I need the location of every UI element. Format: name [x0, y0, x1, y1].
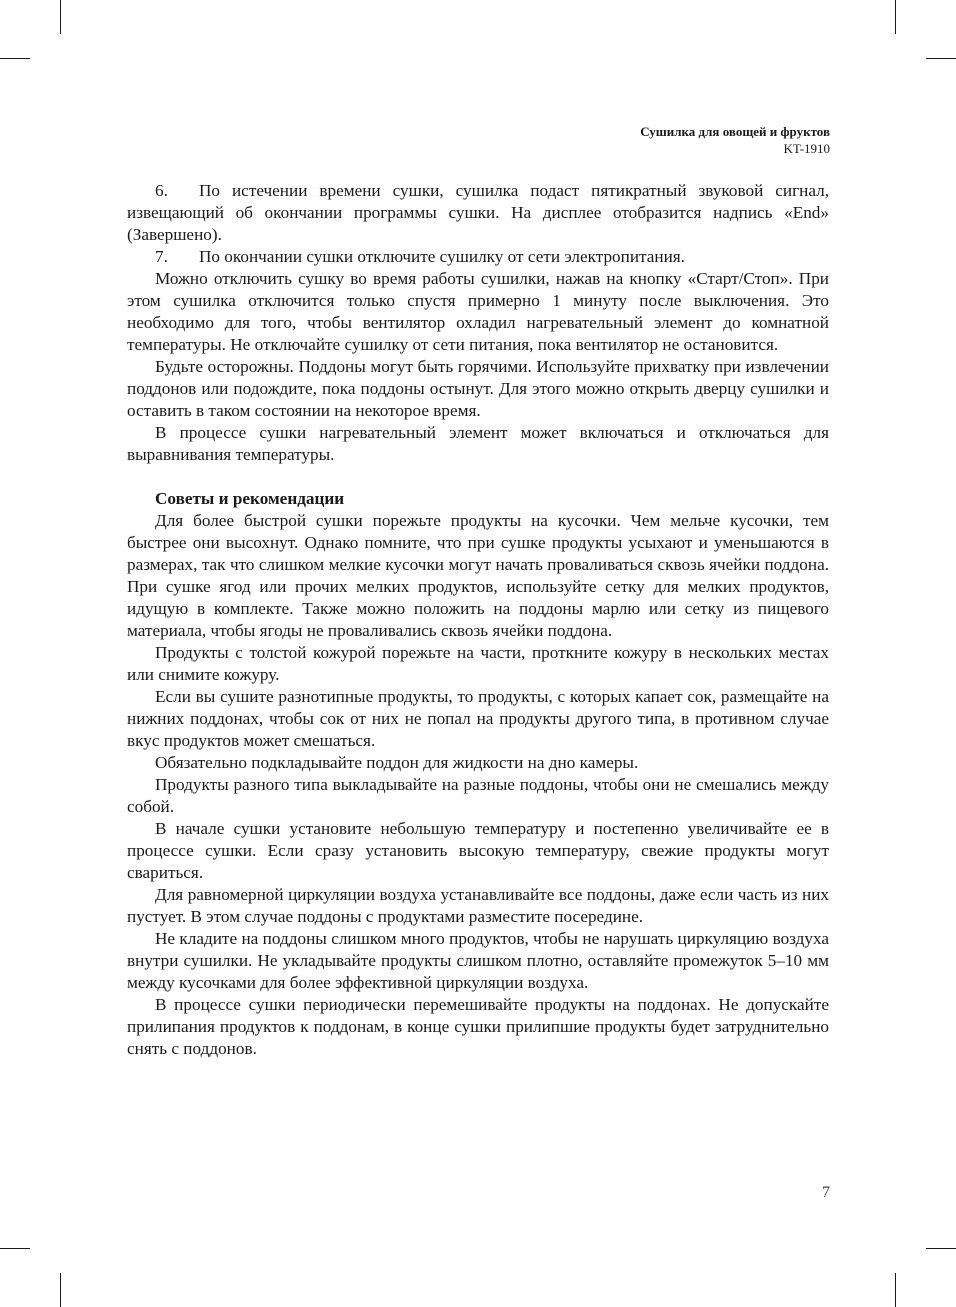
crop-mark-bottom-right-h: [926, 1248, 956, 1249]
paragraph: В процессе сушки периодически перемешивайте продукты на поддонах. Не допускайте прилипания продуктов к поддонам, в конце сушки прилипшие продукты будет затруднительно снять с поддонов.: [127, 995, 829, 1058]
paragraph: Можно отключить сушку во время работы сушилки, нажав на кнопку «Старт/Стоп». При этом сушилка отключится только спустя примерно 1 минуту после выключения. Это необходимо для того, чтобы вентилятор охладил нагревательный элемент до комнатной температуры. Не отключайте сушилку от сети питания, пока вентилятор не остановится.: [127, 269, 829, 354]
crop-mark-bottom-left-h: [0, 1248, 30, 1249]
crop-mark-top-left: [60, 0, 61, 34]
paragraph: Продукты с толстой кожурой порежьте на части, проткните кожуру в нескольких местах или снимите кожуру.: [127, 643, 829, 684]
step-number: 6.: [155, 181, 168, 200]
paragraph-step-7: [127, 246, 829, 268]
header-title: Сушилка для овощей и фруктов: [640, 124, 830, 139]
page-number: 7: [822, 1184, 830, 1201]
crop-mark-top-right: [895, 0, 896, 34]
paragraph: Не кладите на поддоны слишком много продуктов, чтобы не нарушать циркуляцию воздуха внутри сушилки. Не укладывайте продукты слишком плотно, оставляйте промежуток 5–10 мм между кусочками для более эффективной циркуляции воздуха.: [127, 929, 829, 992]
paragraph-text: По окончании сушки отключите сушилку от сети электропитания.: [199, 247, 685, 266]
paragraph: Для равномерной циркуляции воздуха устанавливайте все поддоны, даже если часть из них пустует. В этом случае поддоны с продуктами разместите посередине.: [127, 885, 829, 926]
header-model: KT-1910: [783, 141, 830, 156]
paragraph: Обязательно подкладывайте поддон для жидкости на дно камеры.: [155, 753, 639, 772]
paragraph: В процессе сушки нагревательный элемент может включаться и отключаться для выравнивания температуры.: [127, 423, 829, 464]
running-header: [640, 123, 830, 157]
crop-mark-top-right-h: [926, 58, 956, 59]
paragraph-step-6: [127, 180, 829, 246]
page-body: [127, 180, 829, 1060]
step-number: 7.: [155, 247, 168, 266]
crop-mark-bottom-right: [895, 1273, 896, 1307]
paragraph: В начале сушки установите небольшую температуру и постепенно увеличивайте ее в процессе сушки. Если сразу установить высокую температуру, свежие продукты могут свариться.: [127, 819, 829, 882]
crop-mark-bottom-left: [60, 1273, 61, 1307]
paragraph: Если вы сушите разнотипные продукты, то продукты, с которых капает сок, размещайте на нижних поддонах, чтобы сок от них не попал на продукты другого типа, в противном случае вкус продуктов может смешаться.: [127, 687, 829, 750]
paragraph: Для более быстрой сушки порежьте продукты на кусочки. Чем мельче кусочки, тем быстрее они высохнут. Однако помните, что при сушке продукты усыхают и уменьшаются в размерах, так что слишком мелкие кусочки могут начать проваливаться сквозь ячейки поддона. При сушке ягод или прочих мелких продуктов, используйте сетку для мелких продуктов, идущую в комплекте. Также можно положить на поддоны марлю или сетку из пищевого материала, чтобы ягоды не проваливались сквозь ячейки поддона.: [127, 511, 829, 640]
paragraph: Будьте осторожны. Поддоны могут быть горячими. Используйте прихватку при извлечении поддонов или подождите, пока поддоны остынут. Для этого можно открыть дверцу сушилки и оставить в таком состоянии на некоторое время.: [127, 357, 829, 420]
crop-mark-top-left-h: [0, 58, 30, 59]
section-heading: Советы и рекомендации: [155, 489, 345, 508]
paragraph-text: По истечении времени сушки, сушилка подаст пятикратный звуковой сигнал, извещающий об окончании программы сушки. На дисплее отобразится надпись «End» (Завершено).: [127, 181, 829, 244]
paragraph: Продукты разного типа выкладывайте на разные поддоны, чтобы они не смешались между собой.: [127, 775, 829, 816]
